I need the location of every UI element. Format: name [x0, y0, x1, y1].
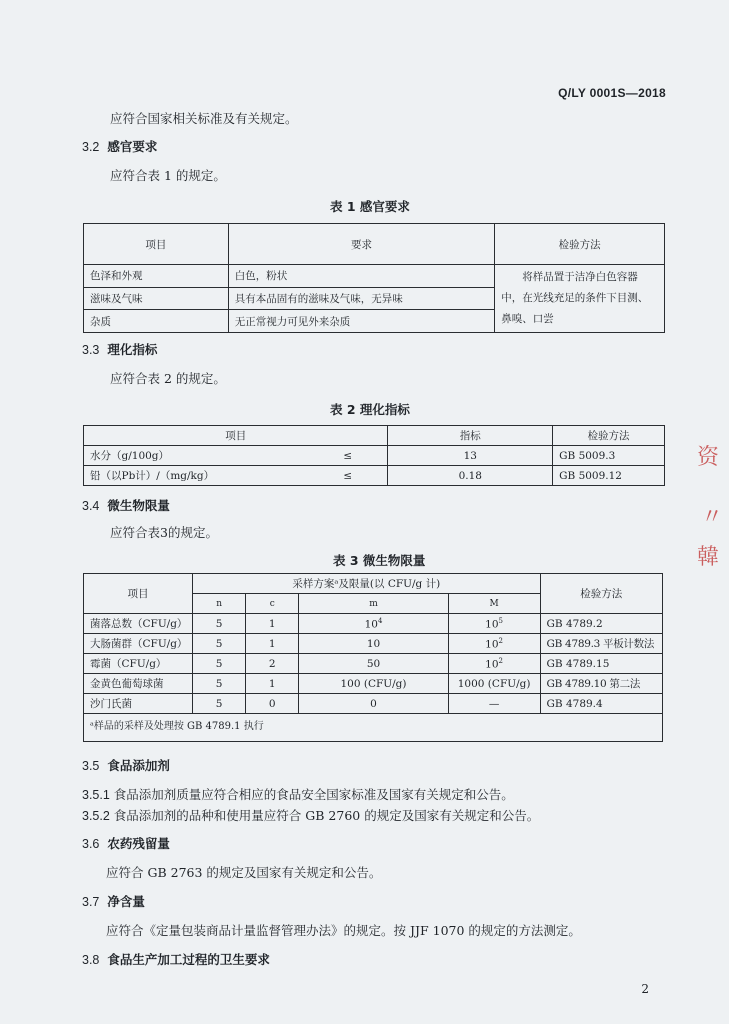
- table-note: ᵃ样品的采样及处理按 GB 4789.1 执行: [84, 714, 663, 742]
- value-cell: 13: [388, 446, 553, 466]
- table-row: [84, 265, 665, 288]
- requirement-cell: 白色，粉状: [228, 265, 495, 288]
- section-3-5-heading: [82, 756, 170, 774]
- M-exponent: 2: [498, 656, 504, 665]
- M-cell: —: [448, 694, 540, 714]
- table-row: [84, 674, 663, 694]
- operator-cell: ≤: [308, 466, 388, 486]
- section-title: 食品生产加工过程的卫生要求: [107, 952, 270, 967]
- header-cell: 项目: [84, 224, 229, 265]
- method-cell: GB 5009.3: [553, 446, 665, 466]
- clause-text: 食品添加剂质量应符合相应的食品安全国家标准及国家有关规定和公告。: [113, 787, 514, 802]
- section-number: 3.6: [82, 837, 100, 851]
- requirement-cell: 无正常视力可见外来杂质: [228, 310, 495, 333]
- table-header-row: [84, 224, 665, 265]
- stamp-glyph: 〃: [701, 505, 724, 530]
- item-cell: 滋味及气味: [84, 287, 229, 310]
- section-number: 3.5: [82, 759, 100, 773]
- M-exponent: 2: [498, 636, 504, 645]
- header-cell: 检验方法: [495, 224, 665, 265]
- table-row: [84, 466, 665, 486]
- table-row: [84, 694, 663, 714]
- subheader-cell: c: [246, 594, 299, 614]
- section-title: 净含量: [107, 894, 145, 909]
- section-number: 3.7: [82, 895, 100, 909]
- operator-cell: ≤: [308, 446, 388, 466]
- header-cell: 指标: [388, 426, 553, 446]
- section-number: 3.3: [82, 343, 100, 357]
- m-cell: [299, 634, 448, 654]
- seal-stamp: [689, 430, 729, 610]
- clause-text: 食品添加剂的品种和使用量应符合 GB 2760 的规定及国家有关规定和公告。: [113, 808, 540, 823]
- item-cell: 铅（以Pb计）/（mg/kg）: [84, 466, 309, 486]
- table-physicochemical: [83, 425, 665, 486]
- n-cell: 5: [193, 614, 246, 634]
- M-base: 10: [485, 618, 499, 631]
- section-number: 3.2: [82, 140, 100, 154]
- section-3-3-heading: [82, 340, 157, 358]
- method-cell: GB 4789.10 第二法: [540, 674, 662, 694]
- M-base: 10: [485, 658, 499, 671]
- n-cell: 5: [193, 694, 246, 714]
- section-3-4-heading: [82, 496, 170, 514]
- clause-number: 3.5.1: [82, 788, 110, 802]
- m-cell: [299, 654, 448, 674]
- m-base: 10: [366, 637, 381, 650]
- subheader-cell: n: [193, 594, 246, 614]
- item-cell: 霉菌（CFU/g）: [84, 654, 193, 674]
- page-number: 2: [641, 982, 649, 996]
- item-cell: 水分（g/100g）: [84, 446, 309, 466]
- header-cell: 检验方法: [553, 426, 665, 446]
- section-title: 农药残留量: [107, 836, 170, 851]
- subheader-cell: M: [448, 594, 540, 614]
- header-cell: 采样方案ᵃ及限量(以 CFU/g 计): [193, 574, 540, 594]
- M-cell: 1000 (CFU/g): [448, 674, 540, 694]
- item-cell: 大肠菌群（CFU/g）: [84, 634, 193, 654]
- table-header-row: [84, 574, 663, 594]
- section-number: 3.4: [82, 499, 100, 513]
- method-cell: 将样品置于洁净白色容器中，在光线充足的条件下目测、鼻嗅、口尝: [495, 265, 665, 333]
- section-3-3-text: 应符合表 2 的规定。: [110, 371, 226, 386]
- table-row: [84, 634, 663, 654]
- table-microbial: [83, 573, 663, 742]
- stamp-glyph: 资: [697, 445, 720, 470]
- section-3-2-text: 应符合表 1 的规定。: [110, 168, 226, 183]
- item-cell: 菌落总数（CFU/g）: [84, 614, 193, 634]
- section-3-7-heading: [82, 892, 145, 910]
- method-cell: GB 4789.15: [540, 654, 662, 674]
- method-cell: GB 4789.4: [540, 694, 662, 714]
- table-note-row: [84, 714, 663, 742]
- M-base: 10: [485, 638, 499, 651]
- table2-caption: 表 2 理化指标: [330, 402, 410, 417]
- stamp-glyph: 韓: [697, 545, 720, 570]
- m-cell: 100 (CFU/g): [299, 674, 448, 694]
- item-cell: 杂质: [84, 310, 229, 333]
- section-3-6-heading: [82, 834, 170, 852]
- requirement-cell: 具有本品固有的滋味及气味，无异味: [228, 287, 495, 310]
- table-header-row: [84, 426, 665, 446]
- m-base: 10: [364, 618, 378, 631]
- c-cell: 0: [246, 694, 299, 714]
- subheader-cell: m: [299, 594, 448, 614]
- section-title: 食品添加剂: [107, 758, 170, 773]
- section-title: 理化指标: [107, 342, 158, 357]
- header-cell: 要求: [228, 224, 495, 265]
- section-title: 微生物限量: [107, 498, 170, 513]
- document-code: Q/LY 0001S—2018: [558, 86, 666, 100]
- m-cell: [299, 614, 448, 634]
- table3-caption: 表 3 微生物限量: [333, 553, 426, 568]
- table-sensory: [83, 223, 665, 333]
- c-cell: 2: [246, 654, 299, 674]
- table-row: [84, 614, 663, 634]
- header-cell: 检验方法: [540, 574, 662, 614]
- M-cell: [448, 654, 540, 674]
- clause-3-5-2: [82, 806, 539, 824]
- n-cell: 5: [193, 674, 246, 694]
- section-3-2-heading: [82, 137, 157, 155]
- section-number: 3.8: [82, 953, 100, 967]
- value-cell: 0.18: [388, 466, 553, 486]
- n-cell: 5: [193, 654, 246, 674]
- table1-caption: 表 1 感官要求: [330, 199, 410, 214]
- m-exponent: 4: [377, 616, 383, 625]
- item-cell: 色泽和外观: [84, 265, 229, 288]
- section-title: 感官要求: [107, 139, 158, 154]
- item-cell: 金黄色葡萄球菌: [84, 674, 193, 694]
- section-3-6-text: 应符合 GB 2763 的规定及国家有关规定和公告。: [106, 865, 382, 880]
- section-3-4-text: 应符合表3的规定。: [110, 525, 218, 540]
- M-cell: [448, 614, 540, 634]
- table-row: [84, 446, 665, 466]
- m-base: 50: [366, 657, 381, 670]
- header-cell: 项目: [84, 426, 388, 446]
- method-cell: GB 5009.12: [553, 466, 665, 486]
- table-row: [84, 654, 663, 674]
- c-cell: 1: [246, 634, 299, 654]
- clause-3-5-1: [82, 785, 514, 803]
- section-3-7-text: 应符合《定量包装商品计量监督管理办法》的规定。按 JJF 1070 的规定的方法测定。: [106, 923, 581, 938]
- m-cell: 0: [299, 694, 448, 714]
- c-cell: 1: [246, 674, 299, 694]
- section-3-8-heading: [82, 950, 270, 968]
- header-cell: 项目: [84, 574, 193, 614]
- item-cell: 沙门氏菌: [84, 694, 193, 714]
- clause-number: 3.5.2: [82, 809, 110, 823]
- M-cell: [448, 634, 540, 654]
- method-cell: GB 4789.2: [540, 614, 662, 634]
- intro-line: 应符合国家相关标准及有关规定。: [110, 111, 298, 126]
- n-cell: 5: [193, 634, 246, 654]
- method-cell: GB 4789.3 平板计数法: [540, 634, 662, 654]
- M-exponent: 5: [498, 616, 504, 625]
- c-cell: 1: [246, 614, 299, 634]
